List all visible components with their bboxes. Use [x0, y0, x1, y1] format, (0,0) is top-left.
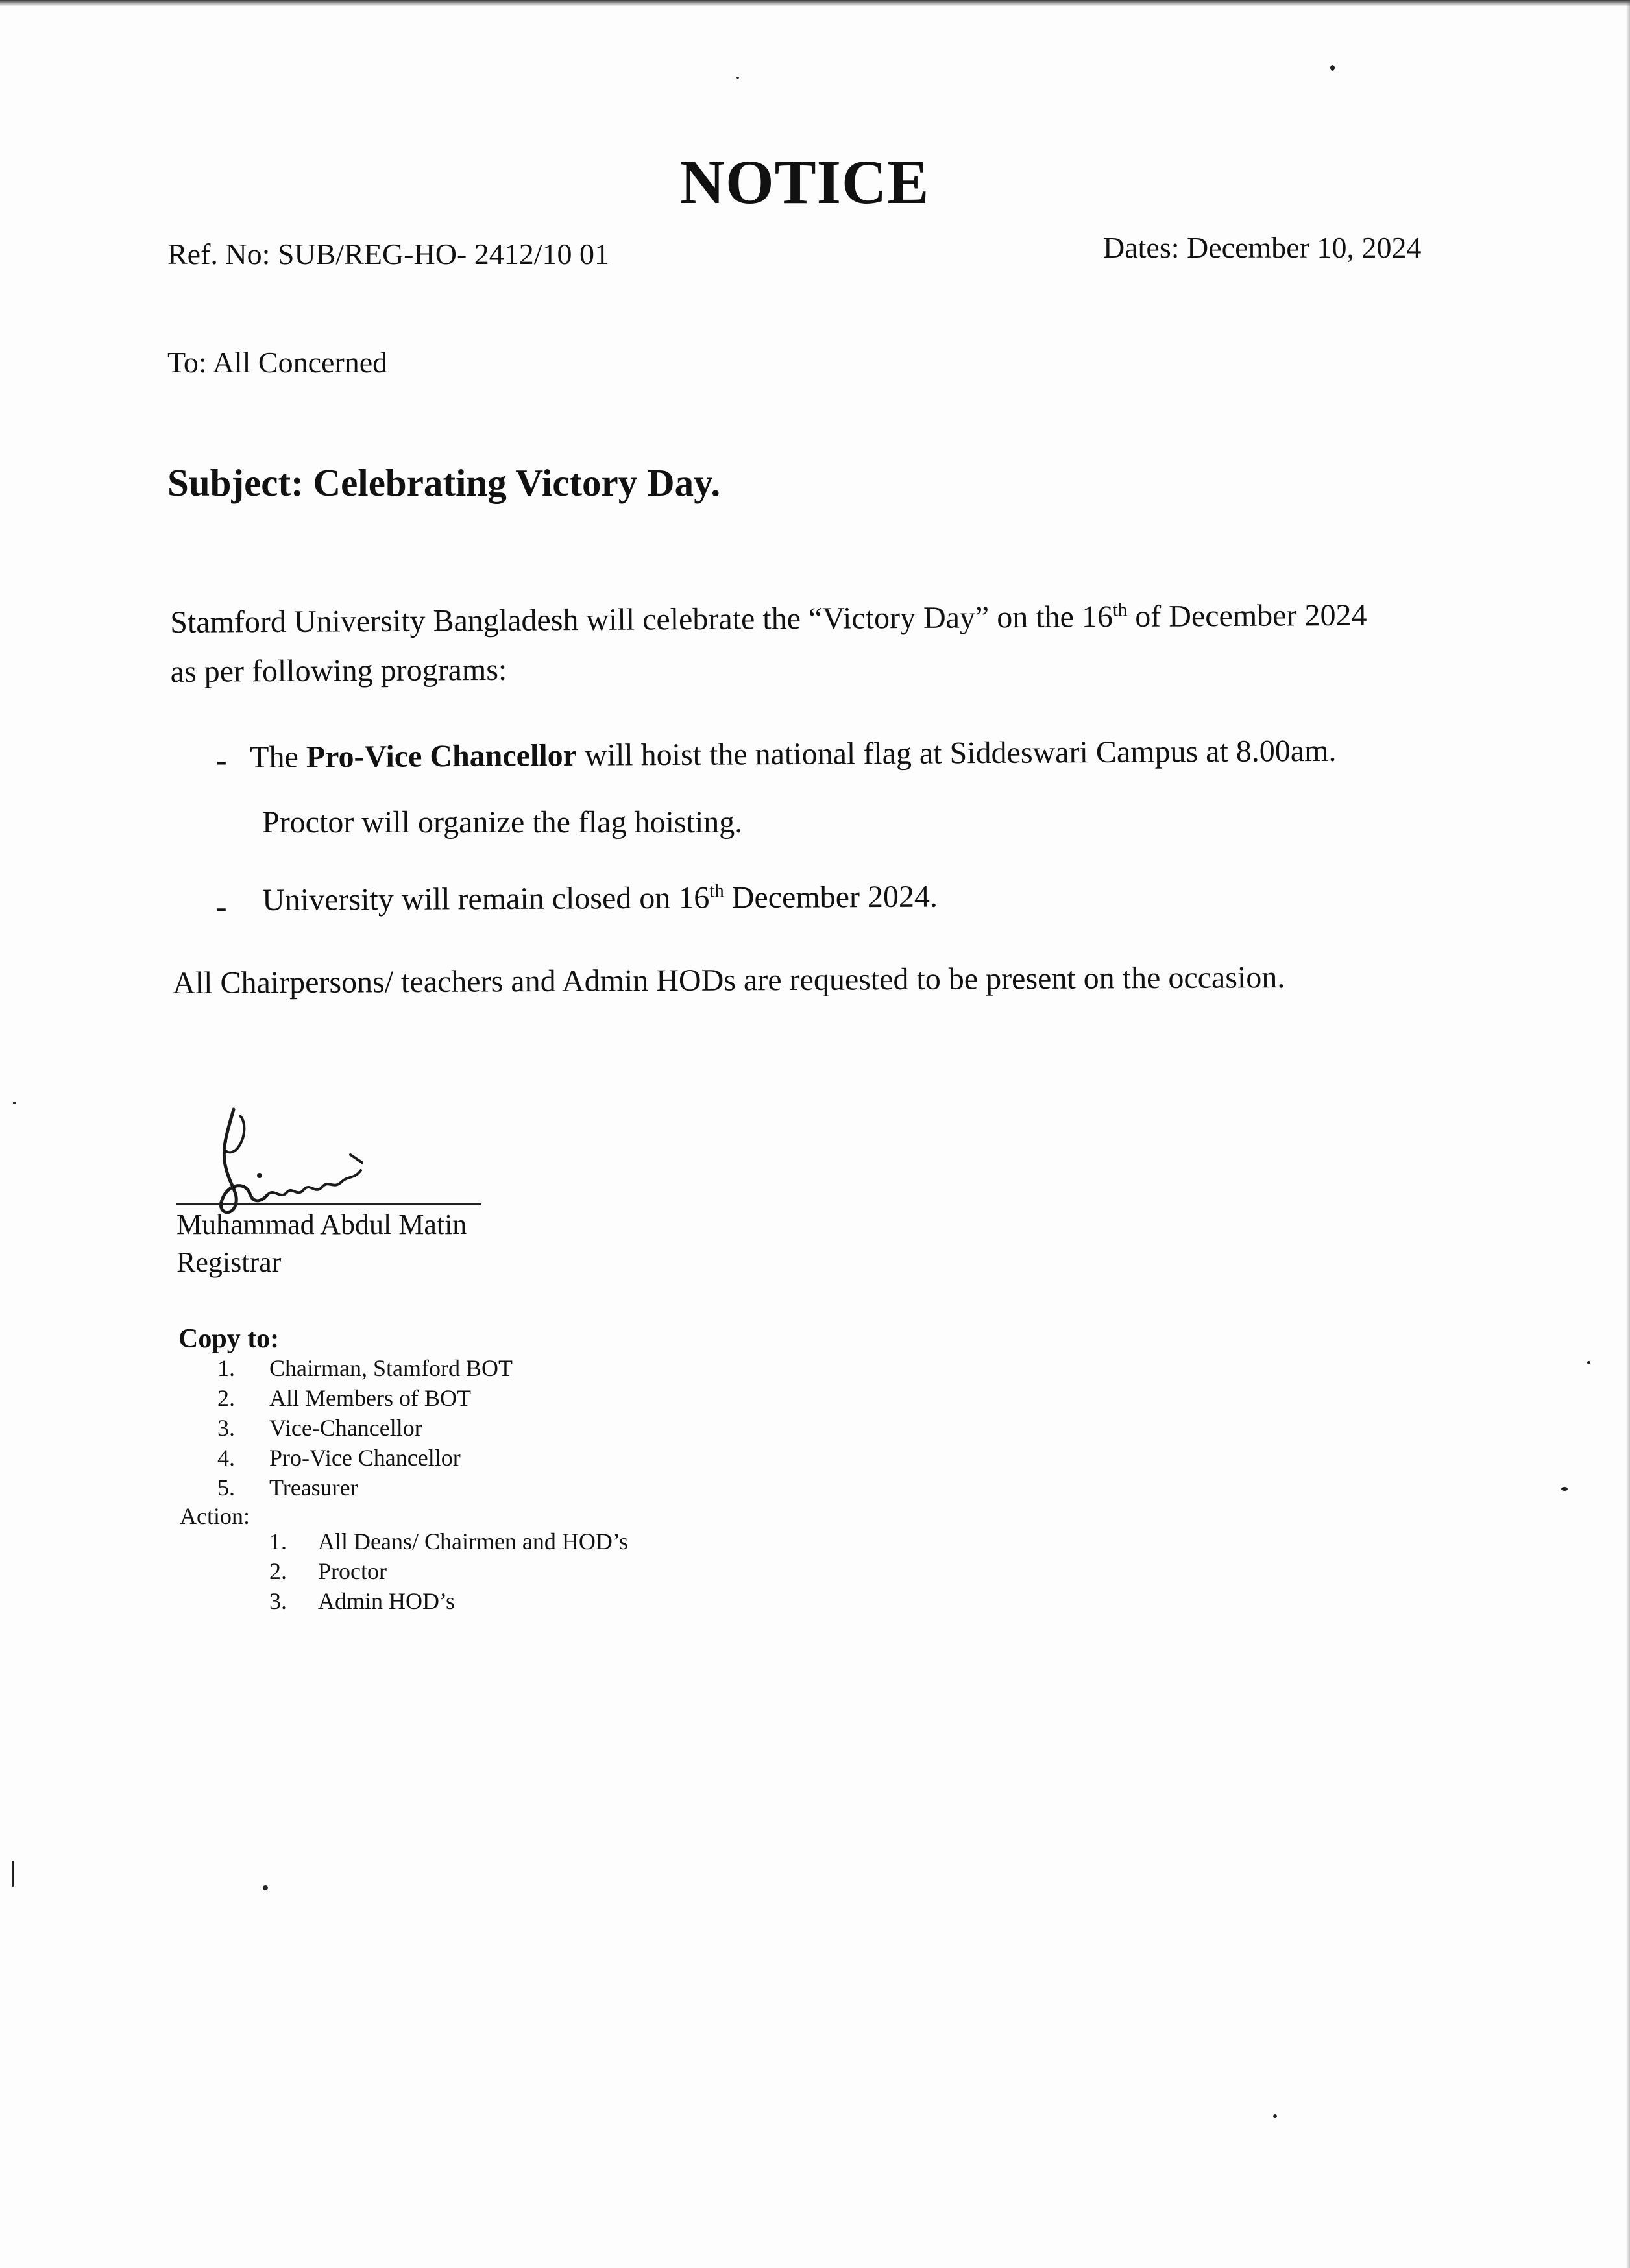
- list-item: 2. All Members of BOT: [217, 1385, 471, 1411]
- body-line1-start: Stamford University Bangladesh will celebrate the “Victory Day” on the 16: [170, 599, 1113, 640]
- subject-line: Subject: Celebrating Victory Day.: [167, 461, 721, 504]
- scan-speck: [12, 1861, 14, 1887]
- program-2-text: [262, 879, 938, 918]
- reference-number: Ref. No: SUB/REG-HO- 2412/10 01: [167, 237, 610, 271]
- list-item: 1. Chairman, Stamford BOT: [217, 1355, 513, 1381]
- handwritten-signature: [195, 1103, 409, 1220]
- list-item: 2. Proctor: [269, 1558, 387, 1584]
- scan-edge-right: [1626, 0, 1630, 2268]
- list-item: 1. All Deans/ Chairmen and HOD’s: [269, 1528, 628, 1554]
- scan-speck: [1561, 1487, 1568, 1491]
- list-item: 3. Admin HOD’s: [269, 1588, 456, 1614]
- signature-line: [176, 1203, 481, 1205]
- closing-request: All Chairpersons/ teachers and Admin HODs are requested to be present on the occasion.: [173, 960, 1285, 1000]
- body-line1-end: of December 2024: [1127, 597, 1367, 634]
- notice-title: NOTICE: [679, 147, 930, 217]
- notice-date: Dates: December 10, 2024: [1103, 231, 1422, 264]
- program-1-text: [250, 733, 1337, 775]
- scan-speck: [1273, 2114, 1277, 2118]
- program-2-dash: -: [216, 888, 227, 924]
- scan-edge-top: [0, 0, 1630, 6]
- scan-speck: [1330, 65, 1335, 71]
- signatory-name: Muhammad Abdul Matin: [176, 1209, 467, 1240]
- action-heading: Action:: [180, 1503, 250, 1529]
- body-line2: as per following programs:: [170, 652, 507, 689]
- recipient-line: To: All Concerned: [167, 346, 388, 379]
- program-1-continuation: Proctor will organize the flag hoisting.: [262, 805, 743, 839]
- copy-to-list: [217, 1353, 513, 1502]
- body-paragraph: [170, 591, 1367, 697]
- list-item: 5. Treasurer: [217, 1475, 358, 1501]
- scan-speck: [1587, 1361, 1590, 1364]
- list-item: 4. Pro-Vice Chancellor: [217, 1445, 461, 1471]
- program-1-dash: -: [216, 742, 227, 778]
- program-1-suffix: will hoist the national flag at Siddeswari Campus at 8.00am.: [576, 733, 1337, 773]
- scan-speck: [13, 1102, 16, 1104]
- program-1-prefix: The: [250, 740, 306, 775]
- scan-speck: [736, 77, 739, 79]
- program-2-ordinal: th: [709, 880, 724, 902]
- program-2-end: December 2024.: [724, 879, 938, 915]
- copy-to-heading: Copy to:: [178, 1324, 280, 1354]
- list-item: 3. Vice-Chancellor: [217, 1415, 422, 1441]
- program-2-start: University will remain closed on 16: [262, 880, 710, 917]
- action-list: [269, 1526, 628, 1616]
- body-line1-ordinal: th: [1112, 599, 1128, 621]
- program-1-bold-title: Pro-Vice Chancellor: [306, 738, 578, 775]
- signatory-title: Registrar: [176, 1246, 282, 1278]
- scan-speck: [263, 1885, 268, 1890]
